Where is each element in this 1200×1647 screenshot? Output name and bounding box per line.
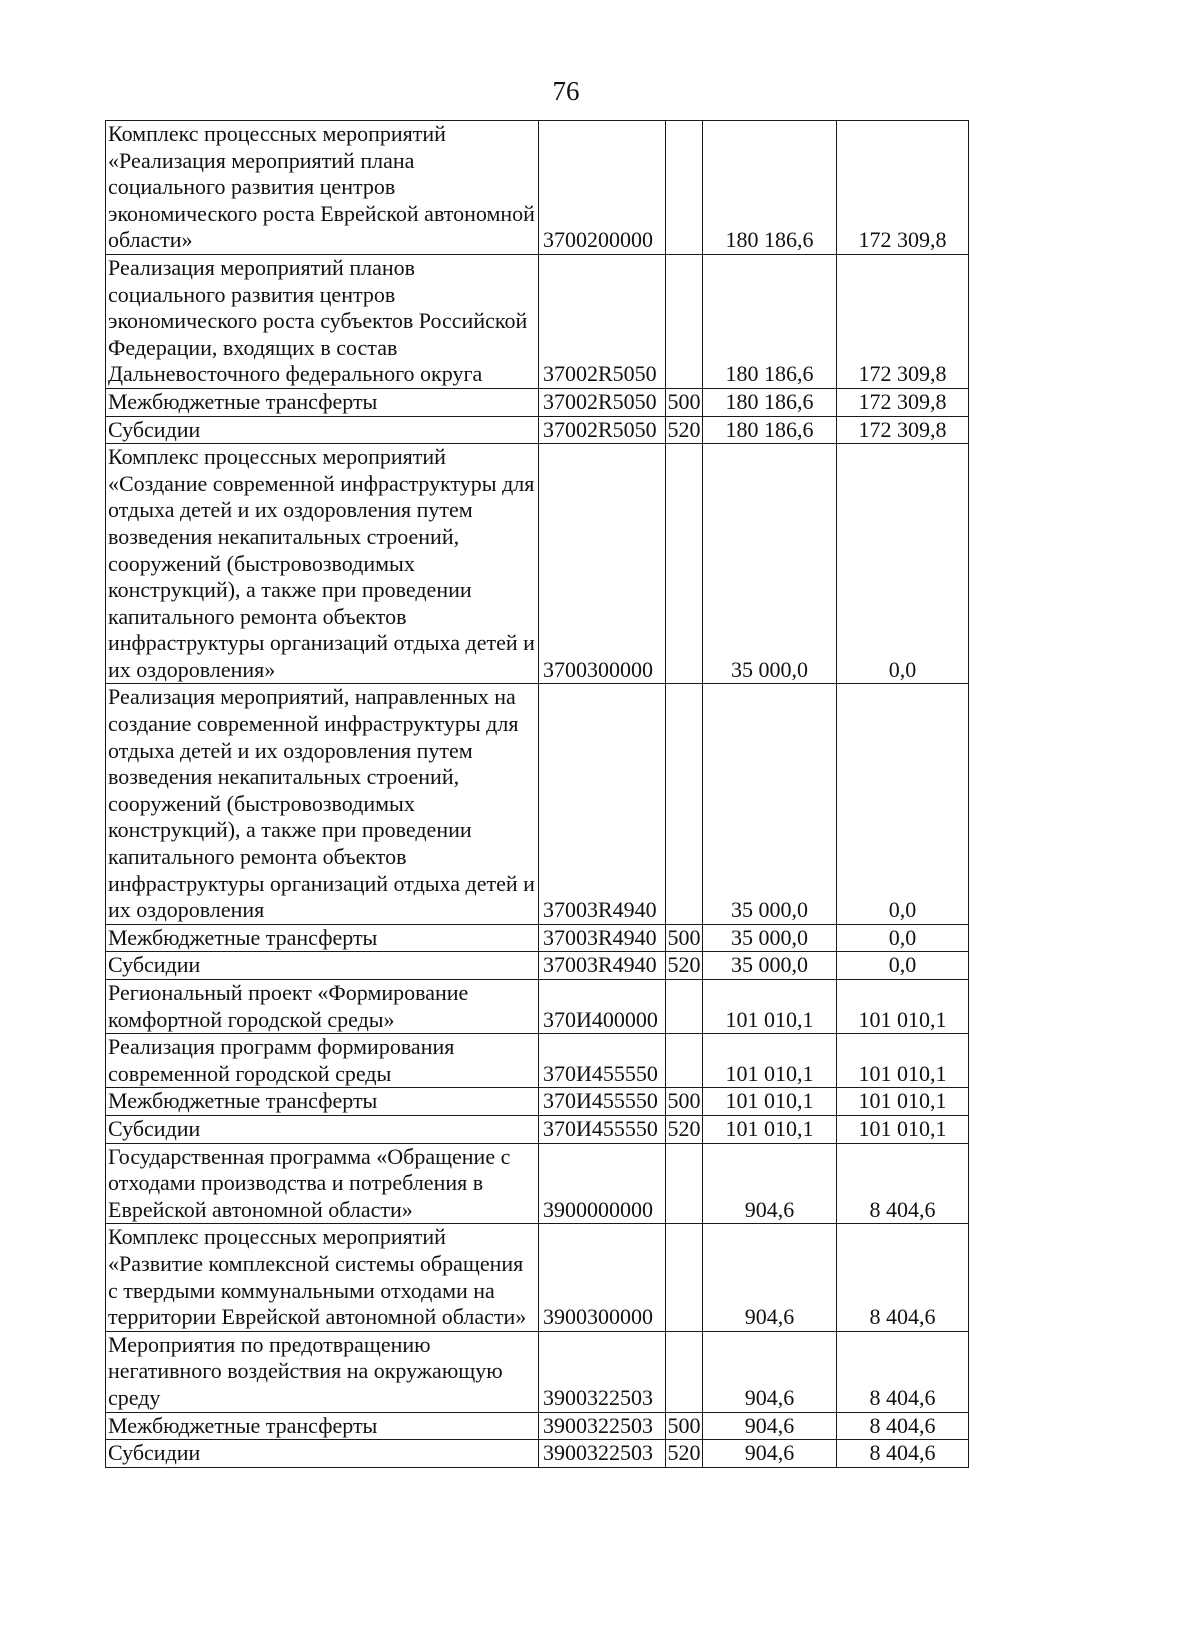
row-value-2-cell: 0,0 — [837, 444, 969, 684]
row-code-cell: 3900000000 — [539, 1143, 666, 1224]
row-value-1-cell: 180 186,6 — [703, 388, 837, 416]
row-name-cell: Межбюджетные трансферты — [106, 924, 539, 952]
row-value-2-cell: 172 309,8 — [837, 388, 969, 416]
row-expense-type-cell: 500 — [666, 388, 703, 416]
row-value-2-cell: 8 404,6 — [837, 1440, 969, 1468]
row-expense-type-cell: 520 — [666, 416, 703, 444]
row-code-cell: 3700300000 — [539, 444, 666, 684]
row-expense-type-cell: 520 — [666, 1115, 703, 1143]
row-value-2-cell: 101 010,1 — [837, 1088, 969, 1116]
row-value-1-cell: 101 010,1 — [703, 1088, 837, 1116]
row-code-cell: 37002R5050 — [539, 388, 666, 416]
row-expense-type-cell — [666, 1331, 703, 1412]
table-row — [106, 924, 969, 952]
row-expense-type-cell — [666, 980, 703, 1034]
table-row — [106, 1412, 969, 1440]
row-value-1-cell: 180 186,6 — [703, 121, 837, 255]
table-row — [106, 1088, 969, 1116]
budget-table — [105, 120, 969, 1468]
row-value-1-cell: 904,6 — [703, 1331, 837, 1412]
row-expense-type-cell: 520 — [666, 952, 703, 980]
row-code-cell: 370И455550 — [539, 1034, 666, 1088]
row-code-cell: 3900322503 — [539, 1412, 666, 1440]
row-expense-type-cell — [666, 1143, 703, 1224]
table-row — [106, 416, 969, 444]
row-value-2-cell: 0,0 — [837, 684, 969, 924]
row-expense-type-cell — [666, 1224, 703, 1331]
row-code-cell: 3700200000 — [539, 121, 666, 255]
table-row — [106, 684, 969, 924]
table-row — [106, 1115, 969, 1143]
row-value-2-cell: 8 404,6 — [837, 1143, 969, 1224]
row-value-2-cell: 101 010,1 — [837, 980, 969, 1034]
row-value-1-cell: 180 186,6 — [703, 254, 837, 388]
row-expense-type-cell: 500 — [666, 1088, 703, 1116]
row-value-1-cell: 101 010,1 — [703, 1115, 837, 1143]
row-name-cell: Региональный проект «Формирование комфортной городской среды» — [106, 980, 539, 1034]
row-expense-type-cell: 500 — [666, 924, 703, 952]
row-value-1-cell: 35 000,0 — [703, 924, 837, 952]
row-value-2-cell: 0,0 — [837, 924, 969, 952]
row-expense-type-cell: 520 — [666, 1440, 703, 1468]
row-value-1-cell: 35 000,0 — [703, 444, 837, 684]
row-code-cell: 37003R4940 — [539, 684, 666, 924]
row-value-2-cell: 172 309,8 — [837, 416, 969, 444]
row-name-cell: Государственная программа «Обращение с отходами производства и потребления в Еврейской автономной области» — [106, 1143, 539, 1224]
row-code-cell: 370И455550 — [539, 1115, 666, 1143]
table-row — [106, 980, 969, 1034]
table-row — [106, 952, 969, 980]
row-name-cell: Субсидии — [106, 1115, 539, 1143]
table-row — [106, 1034, 969, 1088]
row-expense-type-cell: 500 — [666, 1412, 703, 1440]
row-value-2-cell: 0,0 — [837, 952, 969, 980]
row-name-cell: Реализация мероприятий планов социального развития центров экономического роста субъектов Российской Федерации, входящих в состав Дальневосточного федерального округа — [106, 254, 539, 388]
table-row — [106, 1224, 969, 1331]
row-name-cell: Мероприятия по предотвращению негативного воздействия на окружающую среду — [106, 1331, 539, 1412]
row-code-cell: 3900322503 — [539, 1440, 666, 1468]
row-value-2-cell: 8 404,6 — [837, 1331, 969, 1412]
page-number: 76 — [552, 76, 580, 106]
row-value-1-cell: 904,6 — [703, 1224, 837, 1331]
table-row — [106, 254, 969, 388]
table-row — [106, 121, 969, 255]
row-value-1-cell: 35 000,0 — [703, 684, 837, 924]
row-value-2-cell: 8 404,6 — [837, 1412, 969, 1440]
row-expense-type-cell — [666, 684, 703, 924]
table-row — [106, 1331, 969, 1412]
row-expense-type-cell — [666, 254, 703, 388]
row-value-1-cell: 180 186,6 — [703, 416, 837, 444]
row-name-cell: Комплекс процессных мероприятий «Создание современной инфраструктуры для отдыха детей и их оздоровления путем возведения некапитальных строений, сооружений (быстровозводимых конструкций), а также при проведении капитального ремонта объектов инфраструктуры организаций отдыха детей и их оздоровления» — [106, 444, 539, 684]
row-name-cell: Комплекс процессных мероприятий «Развитие комплексной системы обращения с твердыми коммунальными отходами на территории Еврейской автономной области» — [106, 1224, 539, 1331]
row-code-cell: 37003R4940 — [539, 924, 666, 952]
table-row — [106, 1143, 969, 1224]
row-expense-type-cell — [666, 1034, 703, 1088]
row-value-1-cell: 35 000,0 — [703, 952, 837, 980]
table-row — [106, 1440, 969, 1468]
row-code-cell: 370И400000 — [539, 980, 666, 1034]
row-value-2-cell: 101 010,1 — [837, 1115, 969, 1143]
budget-table-body — [106, 121, 969, 1468]
row-name-cell: Межбюджетные трансферты — [106, 1088, 539, 1116]
row-expense-type-cell — [666, 444, 703, 684]
row-code-cell: 37002R5050 — [539, 254, 666, 388]
row-value-2-cell: 172 309,8 — [837, 254, 969, 388]
row-expense-type-cell — [666, 121, 703, 255]
row-value-1-cell: 101 010,1 — [703, 980, 837, 1034]
row-name-cell: Межбюджетные трансферты — [106, 388, 539, 416]
row-value-1-cell: 904,6 — [703, 1143, 837, 1224]
row-code-cell: 37003R4940 — [539, 952, 666, 980]
row-value-1-cell: 101 010,1 — [703, 1034, 837, 1088]
row-value-2-cell: 8 404,6 — [837, 1224, 969, 1331]
table-row — [106, 444, 969, 684]
table-row — [106, 388, 969, 416]
row-name-cell: Реализация программ формирования современной городской среды — [106, 1034, 539, 1088]
row-value-2-cell: 101 010,1 — [837, 1034, 969, 1088]
row-name-cell: Реализация мероприятий, направленных на создание современной инфраструктуры для отдыха детей и их оздоровления путем возведения некапитальных строений, сооружений (быстровозводимых конструкций), а также при проведении капитального ремонта объектов инфраструктуры организаций отдыха детей и их оздоровления — [106, 684, 539, 924]
row-value-1-cell: 904,6 — [703, 1440, 837, 1468]
row-name-cell: Субсидии — [106, 952, 539, 980]
row-name-cell: Межбюджетные трансферты — [106, 1412, 539, 1440]
row-code-cell: 370И455550 — [539, 1088, 666, 1116]
row-name-cell: Субсидии — [106, 416, 539, 444]
row-code-cell: 3900300000 — [539, 1224, 666, 1331]
row-code-cell: 37002R5050 — [539, 416, 666, 444]
row-name-cell: Комплекс процессных мероприятий «Реализация мероприятий плана социального развития центров экономического роста Еврейской автономной области» — [106, 121, 539, 255]
row-name-cell: Субсидии — [106, 1440, 539, 1468]
row-value-1-cell: 904,6 — [703, 1412, 837, 1440]
row-code-cell: 3900322503 — [539, 1331, 666, 1412]
row-value-2-cell: 172 309,8 — [837, 121, 969, 255]
